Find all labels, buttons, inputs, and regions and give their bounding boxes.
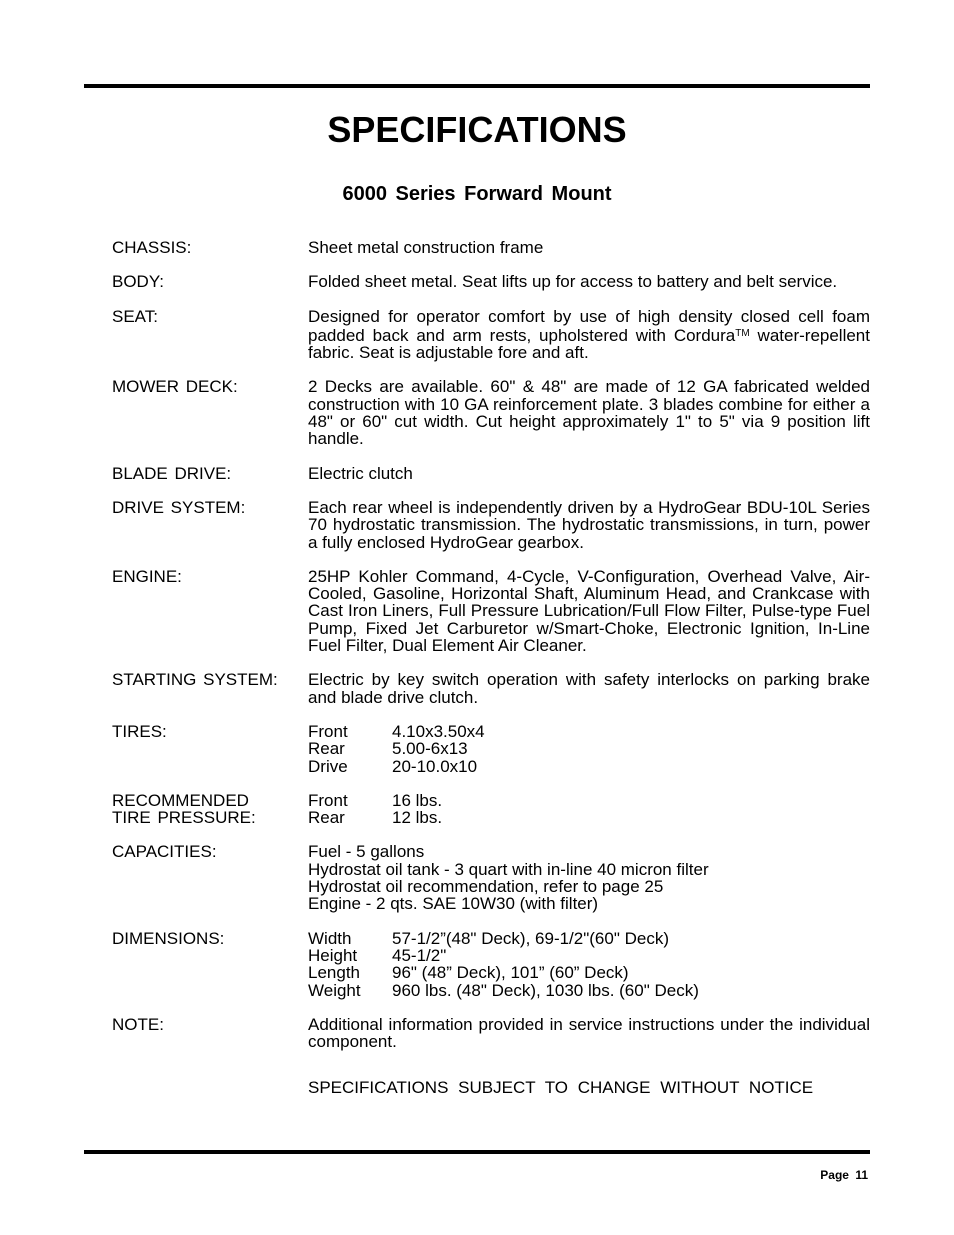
spec-value: Additional information provided in service instructions under the individual component. xyxy=(308,1014,870,1052)
spec-row-blade-drive xyxy=(112,465,870,482)
spec-row-starting-system xyxy=(112,671,870,706)
top-rule xyxy=(84,84,870,88)
spec-row-dimensions xyxy=(112,930,870,999)
tires-grid xyxy=(308,723,870,775)
capacity-line: Fuel - 5 gallons xyxy=(308,842,425,862)
dimension-value: 960 lbs. (48" Deck), 1030 lbs. (60" Deck) xyxy=(392,980,699,1000)
tire-size: 20-10.0x10 xyxy=(392,756,478,776)
pressure-name: Front xyxy=(308,790,348,810)
spec-row-mower-deck xyxy=(112,378,870,447)
pressure-value: 16 lbs. xyxy=(392,790,443,810)
dimension-name: Height xyxy=(308,945,358,965)
spec-value: Electric clutch xyxy=(308,463,413,483)
capacity-line: Hydrostat oil recommendation, refer to page 25 xyxy=(308,877,664,897)
seat-text-b: water-repellent fabric. Seat is adjustable fore and aft. xyxy=(308,325,870,363)
spec-label: CHASSIS: xyxy=(112,238,192,257)
dimension-name: Width xyxy=(308,928,352,948)
trademark-mark: TM xyxy=(735,327,750,339)
spec-row-tires xyxy=(112,723,870,775)
dimension-value: 45-1/2" xyxy=(392,945,447,965)
page-title: SPECIFICATIONS xyxy=(327,109,627,150)
spec-list xyxy=(112,239,870,1067)
spec-value: Each rear wheel is independently driven by a HydroGear BDU-10L Series 70 hydrostatic transmission. The hydrostatic transmissions, in turn, power a fully enclosed HydroGear gearbox. xyxy=(308,497,870,552)
tire-name: Rear xyxy=(308,739,345,759)
dimension-name: Weight xyxy=(308,980,361,1000)
dimensions-grid xyxy=(308,930,870,999)
spec-label-line: RECOMMENDED xyxy=(112,790,249,810)
seat-text-a: Designed for operator comfort by use of high density closed cell foam padded back and arm rests, upholstered with Cordura xyxy=(308,306,870,345)
dimension-value: 57-1/2”(48" Deck), 69-1/2"(60" Deck) xyxy=(392,928,669,948)
spec-label: BLADE DRIVE: xyxy=(112,463,232,483)
page-subtitle: 6000 Series Forward Mount xyxy=(342,183,612,205)
spec-label: DIMENSIONS: xyxy=(112,928,225,948)
spec-label: ENGINE: xyxy=(112,566,182,586)
spec-value: 25HP Kohler Command, 4-Cycle, V-Configuration, Overhead Valve, Air-Cooled, Gasoline, Horizontal Shaft, Aluminum Head, and Crankcase with Cast Iron Liners, Full Pressure Lubrication/Full Flow Filter, Pulse-type Fuel Pump, Fixed Jet Carburetor w/Smart-Choke, Electronic Ignition, In-Line Fuel Filter, Dual Element Air Cleaner. xyxy=(308,566,870,656)
spec-row-note xyxy=(112,1016,870,1051)
spec-label: TIRES: xyxy=(112,721,167,741)
pressure-value: 12 lbs. xyxy=(392,808,443,828)
tire-pressure-grid xyxy=(308,792,870,827)
spec-row-capacities xyxy=(112,843,870,912)
dimension-name: Length xyxy=(308,963,360,983)
spec-label: CAPACITIES: xyxy=(112,842,217,862)
spec-label: DRIVE SYSTEM: xyxy=(112,497,246,517)
spec-row-tire-pressure xyxy=(112,792,870,827)
spec-value: Sheet metal construction frame xyxy=(308,238,544,257)
spec-row-engine xyxy=(112,568,870,654)
capacities-list xyxy=(308,843,870,912)
capacity-line: Engine - 2 qts. SAE 10W30 (with filter) xyxy=(308,894,599,914)
capacity-line: Hydrostat oil tank - 3 quart with in-line 40 micron filter xyxy=(308,859,709,879)
change-notice: SPECIFICATIONS SUBJECT TO CHANGE WITHOUT NOTICE xyxy=(308,1078,814,1097)
spec-label: BODY: xyxy=(112,272,164,292)
spec-value: 2 Decks are available. 60" & 48" are made of 12 GA fabricated welded construction with 10 GA reinforcement plate. 3 blades combine for either a 48" or 60" cut width. Cut height approximately 1" to 5" via 9 position lift handle. xyxy=(308,377,870,449)
spec-label: MOWER DECK: xyxy=(112,377,238,397)
tire-size: 5.00-6x13 xyxy=(392,739,468,759)
spec-row-seat xyxy=(112,308,870,362)
spec-label: SEAT: xyxy=(112,306,158,326)
spec-row-drive-system xyxy=(112,499,870,551)
page-number: Page 11 xyxy=(820,1168,868,1182)
tire-name: Drive xyxy=(308,756,348,776)
spec-value xyxy=(308,308,870,362)
tire-size: 4.10x3.50x4 xyxy=(392,721,485,741)
spec-value: Folded sheet metal. Seat lifts up for access to battery and belt service. xyxy=(308,272,838,292)
bottom-rule xyxy=(84,1150,870,1154)
pressure-name: Rear xyxy=(308,808,345,828)
spec-label-line: TIRE PRESSURE: xyxy=(112,808,256,828)
dimension-value: 96" (48” Deck), 101” (60” Deck) xyxy=(392,963,629,983)
spec-value: Electric by key switch operation with safety interlocks on parking brake and blade drive clutch. xyxy=(308,670,870,707)
spec-label xyxy=(112,792,308,827)
spec-row-body xyxy=(112,273,870,290)
spec-label: STARTING SYSTEM: xyxy=(112,670,278,690)
tire-name: Front xyxy=(308,721,348,741)
spec-label: NOTE: xyxy=(112,1014,164,1034)
spec-row-chassis xyxy=(112,239,870,256)
